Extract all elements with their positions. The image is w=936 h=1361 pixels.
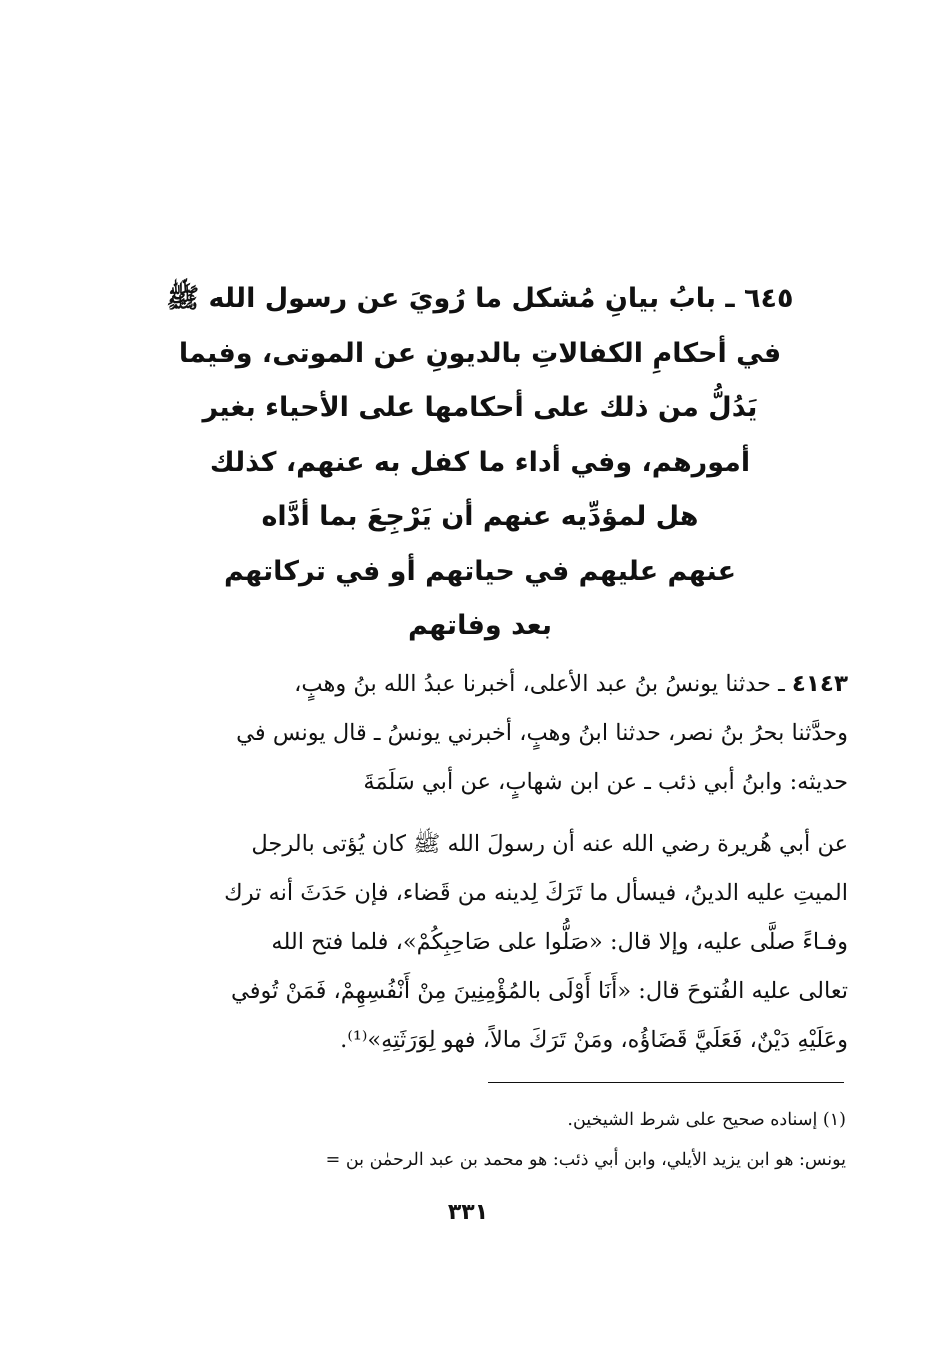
isnad-line: وحدَّثنا بحرُ بنُ نصر، حدثنا ابنُ وهبٍ، أخبرني يونسُ ـ قال يونس في: [236, 720, 848, 746]
heading-line: عنهم عليهم في حياتهم أو في تركاتهم: [223, 555, 737, 587]
heading-line: أمورهم، وفي أداء ما كفل به عنهم، كذلك: [209, 446, 751, 478]
isnad-line: [130, 660, 848, 709]
heading-line: يَدُلُّ من ذلك على أحكامها على الأحياء بغير: [202, 392, 758, 423]
hadith-isnad: [130, 660, 848, 807]
isnad-line-text: ـ حدثنا يونسُ بنُ عبد الأعلى، أخبرنا عبدُ الله بنُ وهبٍ،: [294, 671, 792, 697]
heading-line: ٦٤٥ ـ بابُ بيانِ مُشكل ما رُويَ عن رسول الله ﷺ: [166, 283, 794, 314]
chapter-heading: [160, 272, 800, 654]
heading-line: بعد وفاتهم: [407, 610, 553, 641]
isnad-line: حديثه: وابنُ أبي ذئب ـ عن ابن شهابٍ، عن أبي سَلَمَةَ: [363, 769, 848, 795]
footnote-divider: [488, 1082, 844, 1083]
heading-line: في أحكامِ الكفالاتِ بالديونِ عن الموتى، وفيما: [178, 337, 782, 369]
matn-line: تعالى عليه الفُتوحَ قال: «أَنَا أَوْلَى بالمُؤْمِنِينَ مِنْ أَنْفُسِهِمْ، فَمَنْ تُوفي: [230, 978, 848, 1004]
page-number: ٣٣١: [447, 1200, 489, 1225]
footnote-line: (١) إسناده صحيح على شرط الشيخين.: [567, 1110, 846, 1130]
matn-line: عن أبي هُريرة رضي الله عنه أن رسولَ الله ﷺ كان يُؤتى بالرجل: [251, 831, 848, 857]
hadith-matn: [130, 820, 848, 1065]
heading-line: هل لمؤدِّيه عنهم أن يَرْجِعَ بما أدَّاه: [261, 501, 699, 532]
footnotes: [100, 1100, 846, 1180]
matn-line: وعَلَيْهِ دَيْنٌ، فَعَلَيَّ قَضَاؤُه، ومَنْ تَرَكَ مالاً، فهو لِوَرَثَتِهِ»⁽¹⁾.: [340, 1027, 848, 1053]
matn-line: الميتِ عليه الدينُ، فيسأل ما تَرَكَ لِدينه من قَضاء، فإن حَدَثَ أنه ترك: [224, 880, 848, 906]
matn-line: وفـاءً صلَّى عليه، وإلا قال: «صَلُّوا على صَاحِبِكُمْ»، فلما فتح الله: [271, 929, 848, 955]
footnote-line: يونس: هو ابن يزيد الأيلي، وابن أبي ذئب: هو محمد بن عبد الرحمٰن بن =: [325, 1150, 846, 1170]
hadith-number: ٤١٤٣: [791, 671, 848, 697]
